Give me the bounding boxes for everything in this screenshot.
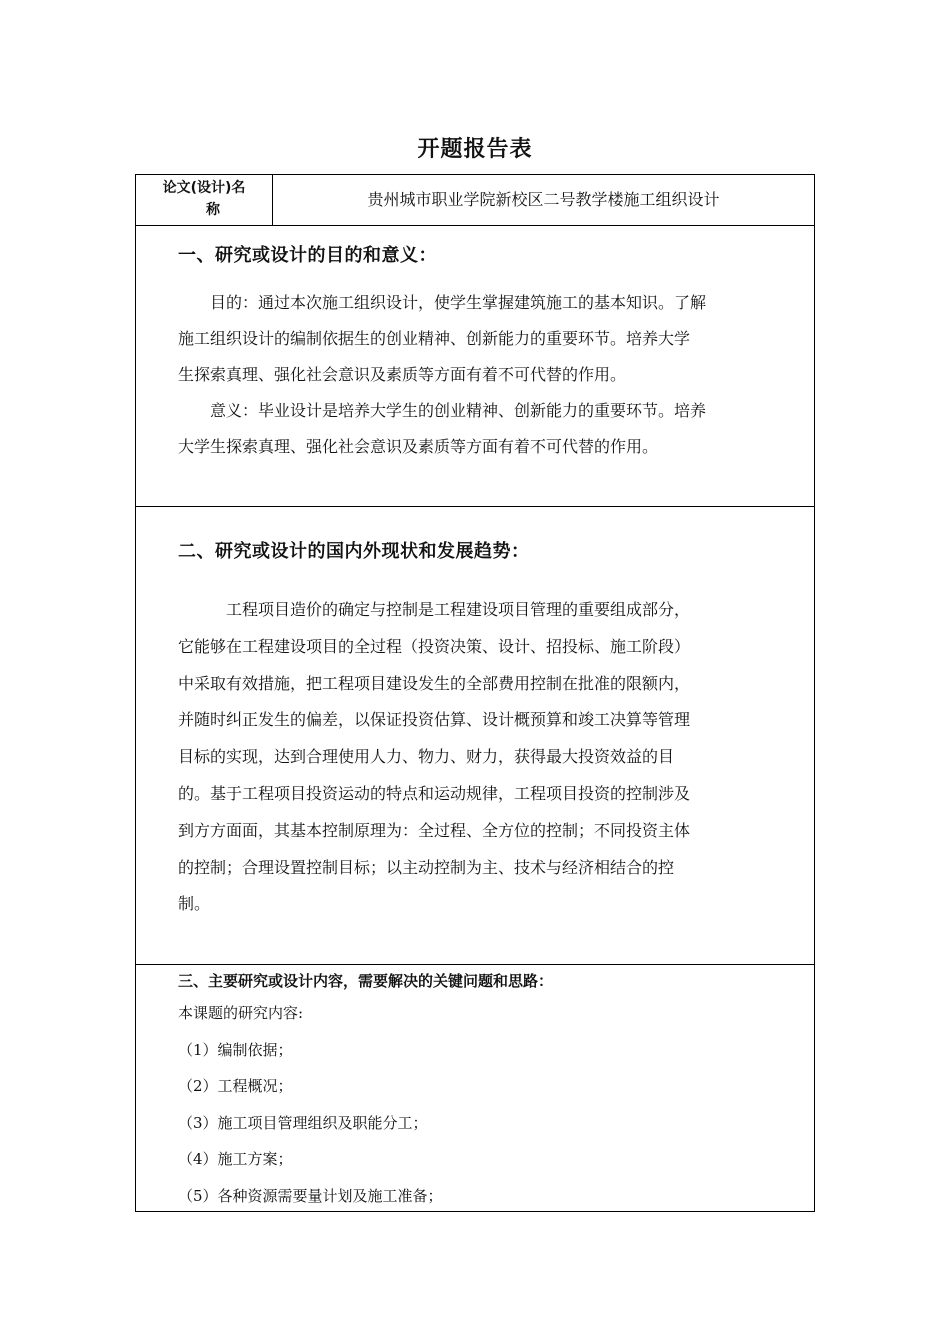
section2-line: 工程项目造价的确定与控制是工程建设项目管理的重要组成部分，: [178, 600, 691, 619]
row-divider: [136, 964, 814, 965]
section1-body: [178, 285, 806, 465]
list-item: （2）工程概况；: [178, 1077, 293, 1096]
row-divider: [136, 225, 814, 226]
section2-line: 到方方面面，其基本控制原理为：全过程、全方位的控制；不同投资主体: [178, 820, 691, 840]
section2-body: [178, 592, 806, 923]
list-item: （1）编制依据；: [178, 1040, 293, 1059]
section3-intro: 本课题的研究内容:: [178, 1004, 304, 1022]
section2-line: 目标的实现，达到合理使用人力、物力、财力，获得最大投资效益的目: [178, 747, 675, 767]
section1-line: 意义：毕业设计是培养大学生的创业精神、创新能力的重要环节。培养: [178, 401, 707, 420]
list-item: （5）各种资源需要量计划及施工准备；: [178, 1186, 443, 1205]
section1-line: 大学生探索真理、强化社会意识及素质等方面有着不可代替的作用。: [178, 437, 659, 456]
section2-line: 并随时纠正发生的偏差，以保证投资估算、设计概预算和竣工决算等管理: [178, 710, 691, 730]
section2-line: 的。基于工程项目投资运动的特点和运动规律，工程项目投资的控制涉及: [178, 783, 691, 803]
section2-line: 的控制；合理设置控制目标；以主动控制为主、技术与经济相结合的控: [178, 857, 675, 877]
section2-line: 它能够在工程建设项目的全过程（投资决策、设计、招投标、施工阶段）: [178, 636, 691, 656]
section3-heading: 三、主要研究或设计内容，需要解决的关键问题和思路：: [178, 972, 554, 990]
row-divider: [136, 506, 814, 507]
section1-line: 目的：通过本次施工组织设计，使学生掌握建筑施工的基本知识。了解: [178, 293, 707, 312]
thesis-name-label-line2: 称: [206, 202, 220, 218]
list-item: （3）施工项目管理组织及职能分工；: [178, 1113, 428, 1132]
thesis-name-label-line1: 论文(设计)名: [162, 180, 246, 196]
thesis-name-label: [136, 177, 272, 221]
thesis-name-value: 贵州城市职业学院新校区二号教学楼施工组织设计: [367, 190, 720, 209]
section1-heading: 一、研究或设计的目的和意义：: [178, 245, 437, 266]
section1-line: 生探索真理、强化社会意识及素质等方面有着不可代替的作用。: [178, 365, 627, 384]
section2-heading: 二、研究或设计的国内外现状和发展趋势：: [178, 541, 530, 562]
section1-line: 施工组织设计的编制依据生的创业精神、创新能力的重要环节。培养大学: [178, 329, 691, 348]
section3-list: [178, 1001, 443, 1221]
section2-line: 中采取有效措施，把工程项目建设发生的全部费用控制在批准的限额内，: [178, 673, 691, 693]
proposal-table: [135, 174, 815, 1212]
list-item: （4）施工方案；: [178, 1150, 293, 1169]
page-title: 开题报告表: [417, 137, 533, 162]
section2-line: 制。: [178, 894, 211, 914]
